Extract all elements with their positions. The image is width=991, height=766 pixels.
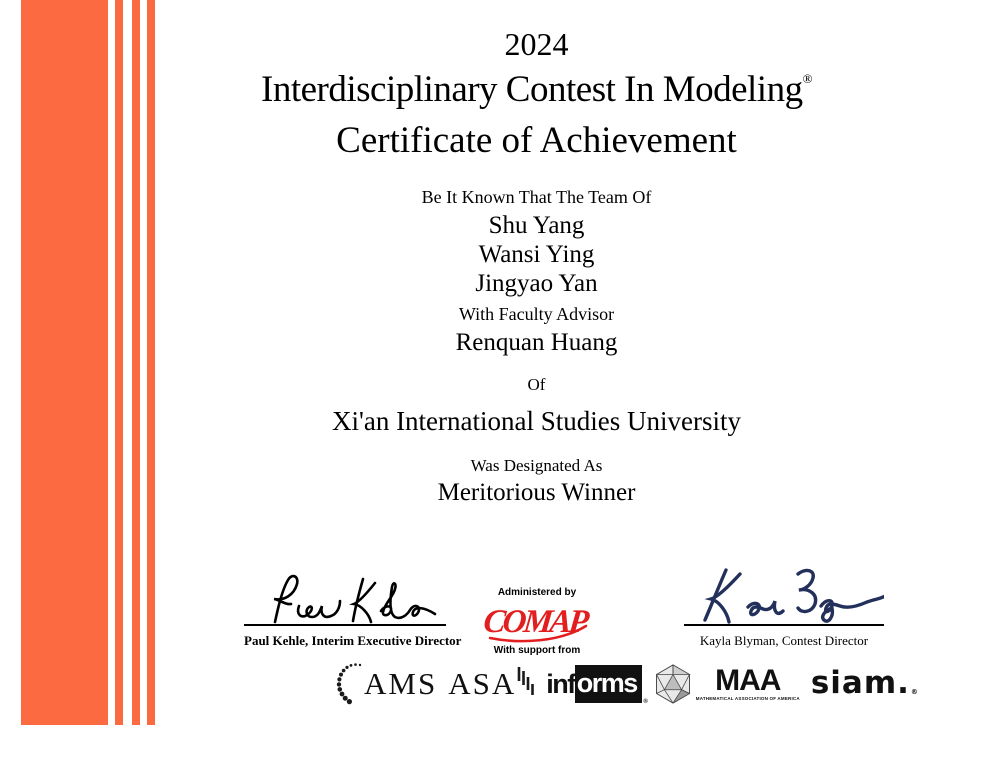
- maa-text-column: [696, 666, 800, 702]
- comap-logo: [480, 600, 594, 644]
- ams-dots-icon: [336, 662, 362, 706]
- siam-registered-mark: ®: [910, 687, 918, 696]
- kayla-blyman-signature-image: [684, 564, 884, 624]
- designation-award: Meritorious Winner: [437, 479, 636, 506]
- signer-left-title: Paul Kehle, Interim Executive Director: [244, 633, 462, 648]
- team-member-2: Wansi Ying: [478, 241, 595, 268]
- registered-trademark: ®: [802, 71, 812, 86]
- advisor-label: With Faculty Advisor: [458, 304, 615, 324]
- contest-title-text: Interdisciplinary Contest In Modeling: [261, 69, 803, 110]
- ams-label: AMS: [364, 666, 438, 701]
- signature-block-left: [244, 574, 462, 649]
- maa-caption: MATHEMATICAL ASSOCIATION OF AMERICA: [695, 696, 800, 702]
- contest-title: [153, 68, 920, 111]
- advisor-name: Renquan Huang: [455, 329, 618, 356]
- comap-block: [470, 587, 604, 656]
- signature-line-left: [244, 624, 446, 626]
- administered-by-label: Administered by: [497, 587, 577, 598]
- informs-suffix-box: orms: [575, 665, 642, 703]
- left-stripe-thin-1: [115, 0, 123, 725]
- informs-prefix: inf: [546, 668, 575, 699]
- certificate-subtitle: Certificate of Achievement: [336, 120, 737, 161]
- sponsor-logos-row: [336, 660, 918, 708]
- year: 2024: [504, 26, 569, 62]
- paul-kehle-signature-image: [247, 574, 443, 624]
- signature-line-right: [684, 624, 884, 626]
- intro-text: Be It Known That The Team Of: [421, 187, 652, 207]
- informs-registered-mark: ®: [643, 699, 648, 705]
- siam-logo: [810, 665, 918, 702]
- team-member-1: Shu Yang: [488, 212, 585, 239]
- comap-logo-text: COMAP: [481, 604, 588, 640]
- signer-right-title: Kayla Blyman, Contest Director: [699, 633, 869, 648]
- institution-name: Xi'an International Studies University: [331, 406, 742, 436]
- ams-logo: [336, 662, 437, 706]
- asa-logo: [448, 666, 535, 702]
- maa-label: MAA: [715, 664, 781, 698]
- of-label: Of: [527, 375, 546, 394]
- maa-logo: [653, 663, 800, 705]
- designated-label: Was Designated As: [470, 456, 603, 475]
- informs-logo: [546, 665, 648, 705]
- left-stripe-wide: [21, 0, 108, 725]
- asa-bars-icon: [517, 665, 535, 697]
- team-member-3: Jingyao Yan: [475, 270, 598, 297]
- support-from-label: With support from: [493, 645, 581, 656]
- signature-block-right: [684, 564, 884, 649]
- asa-label: ASA: [448, 666, 517, 701]
- siam-label: siam.: [810, 665, 910, 702]
- left-stripe-thin-2: [132, 0, 140, 725]
- maa-icosahedron-icon: [653, 663, 693, 705]
